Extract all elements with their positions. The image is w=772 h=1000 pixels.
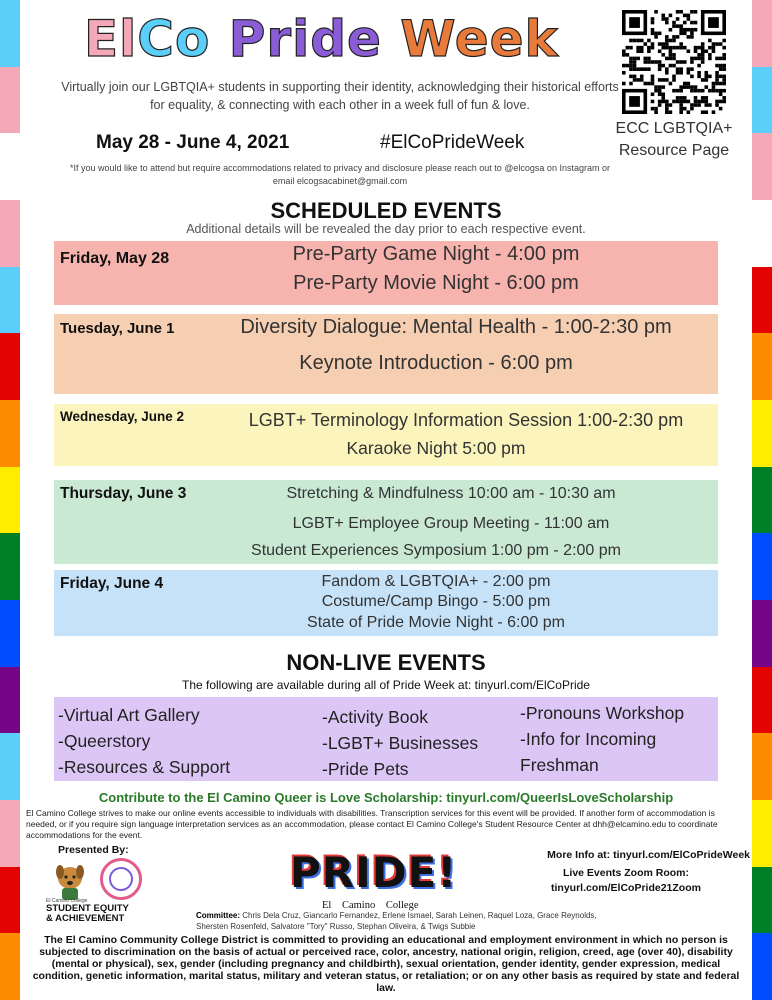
event-item: Fandom & LGBTQIA+ - 2:00 pm	[321, 573, 551, 590]
scheduled-events-heading: SCHEDULED EVENTS	[270, 198, 502, 223]
day-block-wednesday-june-2	[54, 404, 718, 466]
event-item: Pre-Party Game Night - 4:00 pm	[292, 243, 580, 265]
intro-text: Virtually join our LGBTQIA+ students in supporting their identity, acknowledging their historical efforts for equality, & connecting with each other in a week full of fun & love.	[61, 80, 619, 112]
list-item: -LGBT+ Businesses	[322, 733, 479, 753]
day-block-friday-may-28	[54, 241, 718, 305]
list-item: -Virtual Art Gallery	[58, 705, 200, 725]
event-item: Student Experiences Symposium 1:00 pm - 2:00 pm	[251, 542, 621, 559]
committee-list: Committee: Chris Dela Cruz, Giancarlo Fernandez, Erlene Ismael, Sarah Leinen, Raquel Loza, Grace Reynolds, Shersten Rosenfeld, Salvatore "Tory" Russo, Stephan Oliveira, & Twigs Subbie	[196, 911, 597, 931]
title-part: Pride	[228, 10, 382, 68]
event-item: LGBT+ Employee Group Meeting - 11:00 am	[292, 515, 610, 532]
event-item: Stretching & Mindfulness 10:00 am - 10:30 am	[286, 485, 616, 502]
day-label: Friday, May 28	[60, 250, 170, 267]
event-dates: May 28 - June 4, 2021	[96, 132, 290, 153]
dog-mascot-logo-icon	[48, 862, 92, 902]
day-label: Wednesday, June 2	[60, 409, 185, 424]
non-live-events-heading: NON-LIVE EVENTS	[286, 650, 486, 675]
event-item: Diversity Dialogue: Mental Health - 1:00-2:30 pm	[240, 316, 672, 338]
list-item: -Pride Pets	[322, 759, 409, 779]
day-label: Friday, June 4	[60, 575, 164, 592]
dog-logo-caption: El Camino College	[46, 898, 88, 904]
day-block-tuesday-june-1	[54, 314, 718, 394]
page-title	[84, 10, 604, 68]
title-part: Week	[400, 10, 559, 68]
el-camino-college-wordmark: El Camino College	[322, 900, 419, 911]
event-item: Karaoke Night 5:00 pm	[346, 438, 526, 458]
more-info-link[interactable]: More Info at: tinyurl.com/ElCoPrideWeek	[547, 849, 750, 861]
day-block-friday-june-4	[54, 570, 718, 636]
accommodation-note: *If you would like to attend but require accommodations related to privacy and disclosure please reach out to @elcogsa on Instagram or email elcogsacabinet@gmail.com	[70, 163, 610, 186]
accessibility-statement: El Camino College strives to make our online events accessible to individuals with disabilities. Transcription services for this event will be provided. If another form of accommodation is needed, or if you require sign language interpretation services as an accommodation, please contact El Camino College's Student Resource Center at dhh@elcamino.edu to coordinate accommodations for the event.	[26, 808, 718, 840]
event-item: Costume/Camp Bingo - 5:00 pm	[321, 593, 551, 610]
student-equity-logo: STUDENT EQUITY & ACHIEVEMENT	[46, 903, 129, 924]
event-item: State of Pride Movie Night - 6:00 pm	[307, 614, 565, 631]
event-item: Keynote Introduction - 6:00 pm	[299, 352, 573, 374]
non-live-events-list	[54, 697, 718, 781]
qr-code-icon[interactable]	[622, 10, 726, 114]
event-item: Pre-Party Movie Night - 6:00 pm	[293, 272, 579, 294]
day-label: Tuesday, June 1	[60, 320, 175, 337]
zoom-room-info[interactable]: Live Events Zoom Room: tinyurl.com/ElCoPride21Zoom	[551, 867, 701, 894]
list-item: -Activity Book	[322, 707, 428, 727]
list-item: -Pronouns Workshop	[520, 703, 685, 723]
event-item: LGBT+ Terminology Information Session 1:00-2:30 pm	[248, 410, 684, 430]
qr-label: ECC LGBTQIA+ Resource Page	[615, 120, 733, 159]
scholarship-link[interactable]: Contribute to the El Camino Queer is Love Scholarship: tinyurl.com/QueerIsLoveScholarship	[98, 790, 674, 805]
seal-logo-icon	[100, 858, 142, 900]
title-part: El	[84, 10, 138, 68]
list-item: -Queerstory	[58, 731, 151, 751]
presented-by-label: Presented By:	[58, 844, 129, 856]
pride-logo: PRIDE!	[290, 848, 458, 897]
title-part: Co	[137, 10, 211, 68]
day-block-thursday-june-3	[54, 480, 718, 564]
list-item: Freshman	[520, 755, 599, 775]
day-label: Thursday, June 3	[60, 485, 187, 502]
flyer-page	[20, 0, 752, 1000]
hashtag: #ElCoPrideWeek	[380, 132, 525, 153]
non-live-events-subheading: The following are available during all of Pride Week at: tinyurl.com/ElCoPride	[182, 678, 590, 692]
scheduled-events-subheading: Additional details will be revealed the day prior to each respective event.	[186, 222, 586, 236]
list-item: -Resources & Support	[58, 757, 231, 777]
district-statement: The El Camino Community College District is committed to providing an educational and employment environment in which no person is subjected to discrimination on the basis of actual or perceived race, color, ancestry, national origin, religion, creed, age (over 40), disability (mental or physical), sex, gender (including pregnancy and childbirth), sexual orientation, gender identity, gender expression, medical condition, genetic information, marital status, military and veteran status, or retaliation; or on any other basis as required by state and federal law.	[32, 934, 740, 994]
list-item: -Info for Incoming	[520, 729, 657, 749]
